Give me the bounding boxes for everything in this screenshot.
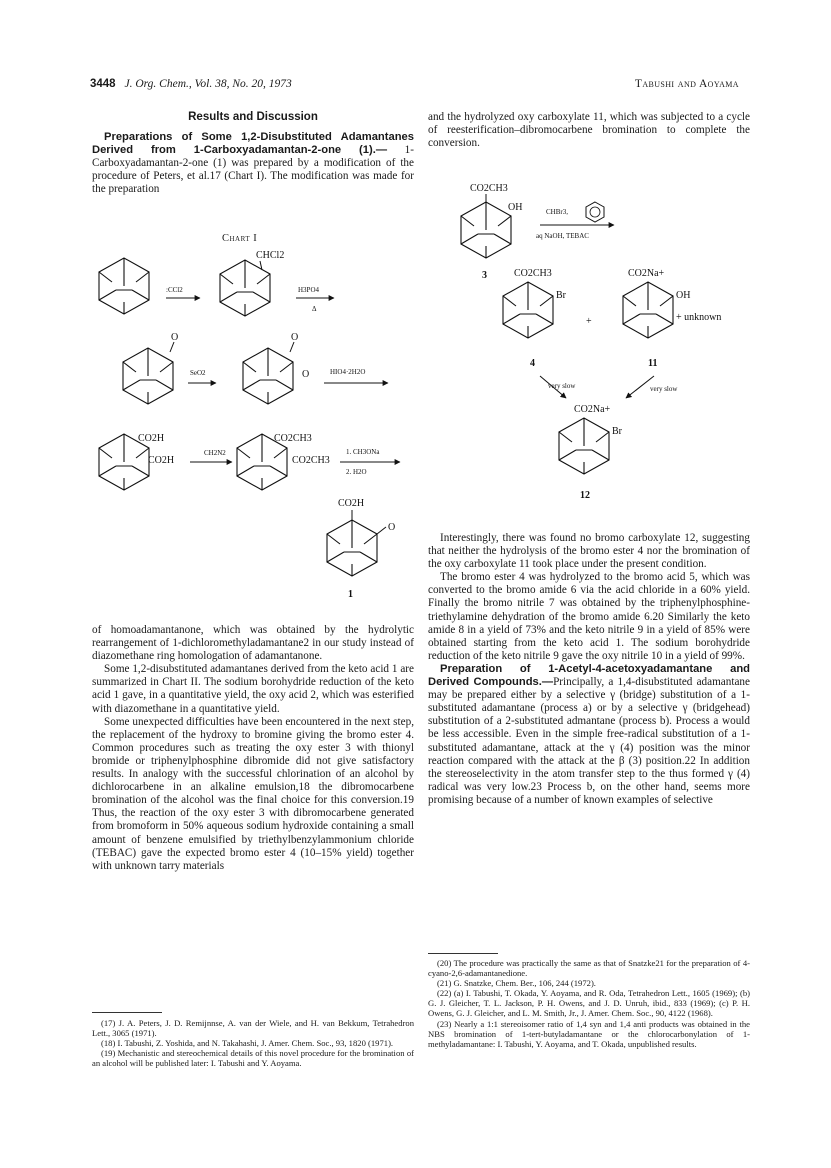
group-label: CO2H bbox=[338, 498, 365, 509]
benzene-ring bbox=[586, 202, 604, 222]
footnote-17: (17) J. A. Peters, J. D. Remijnnse, A. van der Wiele, and H. van Bekkum, Tetrahedron Lett., 3065 (1971). bbox=[92, 1018, 414, 1039]
plus-sign: + bbox=[586, 316, 592, 327]
bromo-ester-structure bbox=[503, 282, 553, 338]
rate-label: very slow bbox=[650, 385, 678, 393]
reagent-label: CHBr3, bbox=[546, 208, 568, 216]
group-label: O bbox=[302, 369, 310, 380]
paragraph: of homoadamantanone, which was obtained by the hydrolytic rearrangement of 1-dichloromethyladamantane2 in our study instead of diazomethane ring homologation of adamantanone. bbox=[92, 624, 414, 663]
oxy-carboxylate-structure bbox=[623, 282, 673, 338]
group-label: CO2H bbox=[148, 455, 175, 466]
reagent-label: 2. H2O bbox=[346, 468, 367, 476]
rate-label: very slow bbox=[548, 382, 576, 390]
running-header-authors: Tabushi and Aoyama bbox=[634, 78, 739, 90]
footnote-22: (22) (a) I. Tabushi, T. Okada, Y. Aoyama, and R. Oda, Tetrahedron Lett., 1605 (1969); (b) G. J. Gleicher, T. L. Jackson, P. H. Owens, and J. D. Unruh, ibid., 833 (1969); (c) P. H. Owens, G. J. Gleicher, and L. M. Smith, Jr., J. Amer. Chem. Soc., 90, 4122 (1968). bbox=[428, 988, 750, 1019]
group-label: O bbox=[291, 332, 299, 343]
group-label: CO2CH3 bbox=[292, 455, 330, 466]
adamantane-structure bbox=[99, 258, 149, 314]
journal-citation: J. Org. Chem., Vol. 38, No. 20, 1973 bbox=[124, 78, 292, 90]
compound-number: 11 bbox=[648, 358, 658, 369]
keto-acid-structure bbox=[327, 520, 377, 576]
paragraph: Some 1,2-disubstituted adamantanes derived from the keto acid 1 are summarized in Chart II. The sodium borohydride reduction of the keto acid 1 gave, in a quantitative yield, the oxy acid 2, which was esterified with diazomethane in a quantitative yield. bbox=[92, 663, 414, 715]
footnote-20: (20) The procedure was practically the same as that of Snatzke21 for the preparation of 4-cyano-2,6-adamantanedione. bbox=[428, 958, 750, 979]
footnote-18: (18) I. Tabushi, Z. Yoshida, and N. Takahashi, J. Amer. Chem. Soc., 93, 1820 (1971). bbox=[101, 1038, 394, 1049]
reagent-label: 1. CH3ONa bbox=[346, 448, 380, 456]
paragraph: Some unexpected difficulties have been encountered in the next step, the replacement of the hydroxy to bromine giving the bromo ester 4. Common procedures such as treating the oxy ester 3 with thionyl bromide or triphenylphosphine dibromide did not give satisfactory results. In analogy with the successful chlorination of an alcohol by dichlorocarbene in an alkaline emulsion,18 the dibromocarbene bromination of the alcohol was the final choice for this conversion.19 Thus, the reaction of the oxy ester 3 with dibromocarbene generated from bromoform in 50% aqueous sodium hydroxide containing a small amount of benzene emulsified by triethylbenzylammonium chloride (TEBAC) gave the expected bromo ester 4 (10–15% yield) together with unknown tarry materials bbox=[92, 715, 414, 872]
paragraph: and the hydrolyzed oxy carboxylate 11, which was subjected to a cycle of reesterification–dibromocarbene bromination to complete the conversion. bbox=[428, 111, 750, 150]
bromo-carboxylate-structure bbox=[559, 418, 609, 474]
compound-number: 3 bbox=[482, 270, 487, 281]
compound-number: 1 bbox=[348, 589, 353, 600]
paragraph: Interestingly, there was found no bromo carboxylate 12, suggesting that neither the hydrolysis of the bromo ester 4 nor the bromination of the oxy carboxylate 11 took place under the present condition. bbox=[428, 532, 750, 571]
footnote-23: (23) Nearly a 1:1 stereoisomer ratio of 1,4 syn and 1,4 anti products was obtained in the NBS bromination of 1-tert-butyladamantane or the chlorocarbonylation of 1-methyladamantane: I. Tabushi, Y. Aoyama, and T. Okada, unpublished results. bbox=[428, 1018, 750, 1049]
group-label: Br bbox=[612, 426, 622, 437]
subsection-heading: Preparations of Some 1,2-Disubstituted Adamantanes Derived from 1-Carboxyadamantan-2-one (1).— bbox=[92, 131, 414, 157]
oxy-ester-structure bbox=[461, 202, 511, 258]
carbonyl-bond bbox=[377, 527, 386, 534]
group-label: O bbox=[171, 332, 179, 343]
chart-title: Chart I bbox=[222, 233, 258, 244]
reagent-label: HIO4·2H2O bbox=[330, 368, 366, 376]
diketone-structure bbox=[243, 348, 293, 404]
paragraph: The bromo ester 4 was hydrolyzed to the bromo acid 5, which was converted to the bromo amide 6 via the acid chloride in a 60% yield. Finally the bromo nitrile 7 was obtained by the triphenylphosphine-triethylamine dehydration of the bromo amide 6.20 Similarly the keto amide 8 in a yield of 73% and the keto nitrile 9 in a yield of 85% were obtained starting from the keto acid 1. The sodium borohydride reduction of the keto nitrile 9 gave the oxy nitrile 10 in a yield of 99%. bbox=[428, 571, 750, 662]
subsection-heading: Preparation of 1-Acetyl-4-acetoxyadamantane and Derived Compounds.— bbox=[428, 662, 750, 689]
benzene-ring-circle bbox=[590, 207, 600, 217]
group-label: CO2Na+ bbox=[628, 268, 665, 279]
reagent-label: Δ bbox=[312, 305, 317, 313]
group-label: CO2H bbox=[138, 433, 165, 444]
byproduct-label: + unknown bbox=[676, 312, 722, 323]
dichloromethyladamantane-structure bbox=[220, 260, 270, 316]
group-label: OH bbox=[676, 290, 691, 301]
reagent-label: :CCl2 bbox=[166, 286, 183, 294]
group-label: CHCl2 bbox=[256, 250, 285, 261]
group-label: OH bbox=[508, 202, 523, 213]
footnote-19: (19) Mechanistic and stereochemical details of this novel procedure for the bromination of an alcohol will be published later: I. Tabushi and Y. Aoyama. bbox=[92, 1048, 414, 1069]
footnote-21: (21) G. Snatzke, Chem. Ber., 106, 244 (1972). bbox=[437, 978, 596, 989]
group-label: CO2CH3 bbox=[274, 433, 312, 444]
compound-number: 4 bbox=[530, 358, 535, 369]
section-title: Results and Discussion bbox=[188, 111, 318, 123]
group-label: CO2CH3 bbox=[470, 183, 508, 194]
reagent-label: aq NaOH, TEBAC bbox=[536, 232, 589, 240]
reagent-label: SeO2 bbox=[190, 369, 206, 377]
paragraph-text: 1-Carboxyadamantan-2-one (1) was prepared by a modification of the procedure of Peters, et al.17 (Chart I). The modification was made for the preparation bbox=[92, 144, 414, 196]
group-label: CO2Na+ bbox=[574, 404, 611, 415]
group-label: O bbox=[388, 522, 396, 533]
paragraph-text: Principally, a 1,4-disubstituted adamantane may be prepared either by a selective γ (bridge) substitution of a 1-substituted adamantane (process a) or by a selective γ (bridgehead) substitution of a 2-substituted admantane (process b). Process a would be less accessible. Even in the simple free-radical substitution of a 1-substituted adamantane, attack at the γ (4) position was the minor reaction compared with the attack at the β (3) position.22 In addition the stereoselectivity in the atom transfer step to the thus formed γ (4) radical was very low.23 Process b, on the other hand, seems more promising because of a number of known examples of selective bbox=[428, 676, 750, 806]
reagent-label: CH2N2 bbox=[204, 449, 226, 457]
homoadamantanone-structure bbox=[123, 348, 173, 404]
page-number: 3448 bbox=[90, 78, 116, 90]
group-label: Br bbox=[556, 290, 566, 301]
compound-number: 12 bbox=[580, 490, 590, 501]
group-label: CO2CH3 bbox=[514, 268, 552, 279]
reagent-label: H3PO4 bbox=[298, 286, 320, 294]
carbonyl-bond bbox=[170, 342, 174, 352]
carbonyl-bond bbox=[290, 342, 294, 352]
